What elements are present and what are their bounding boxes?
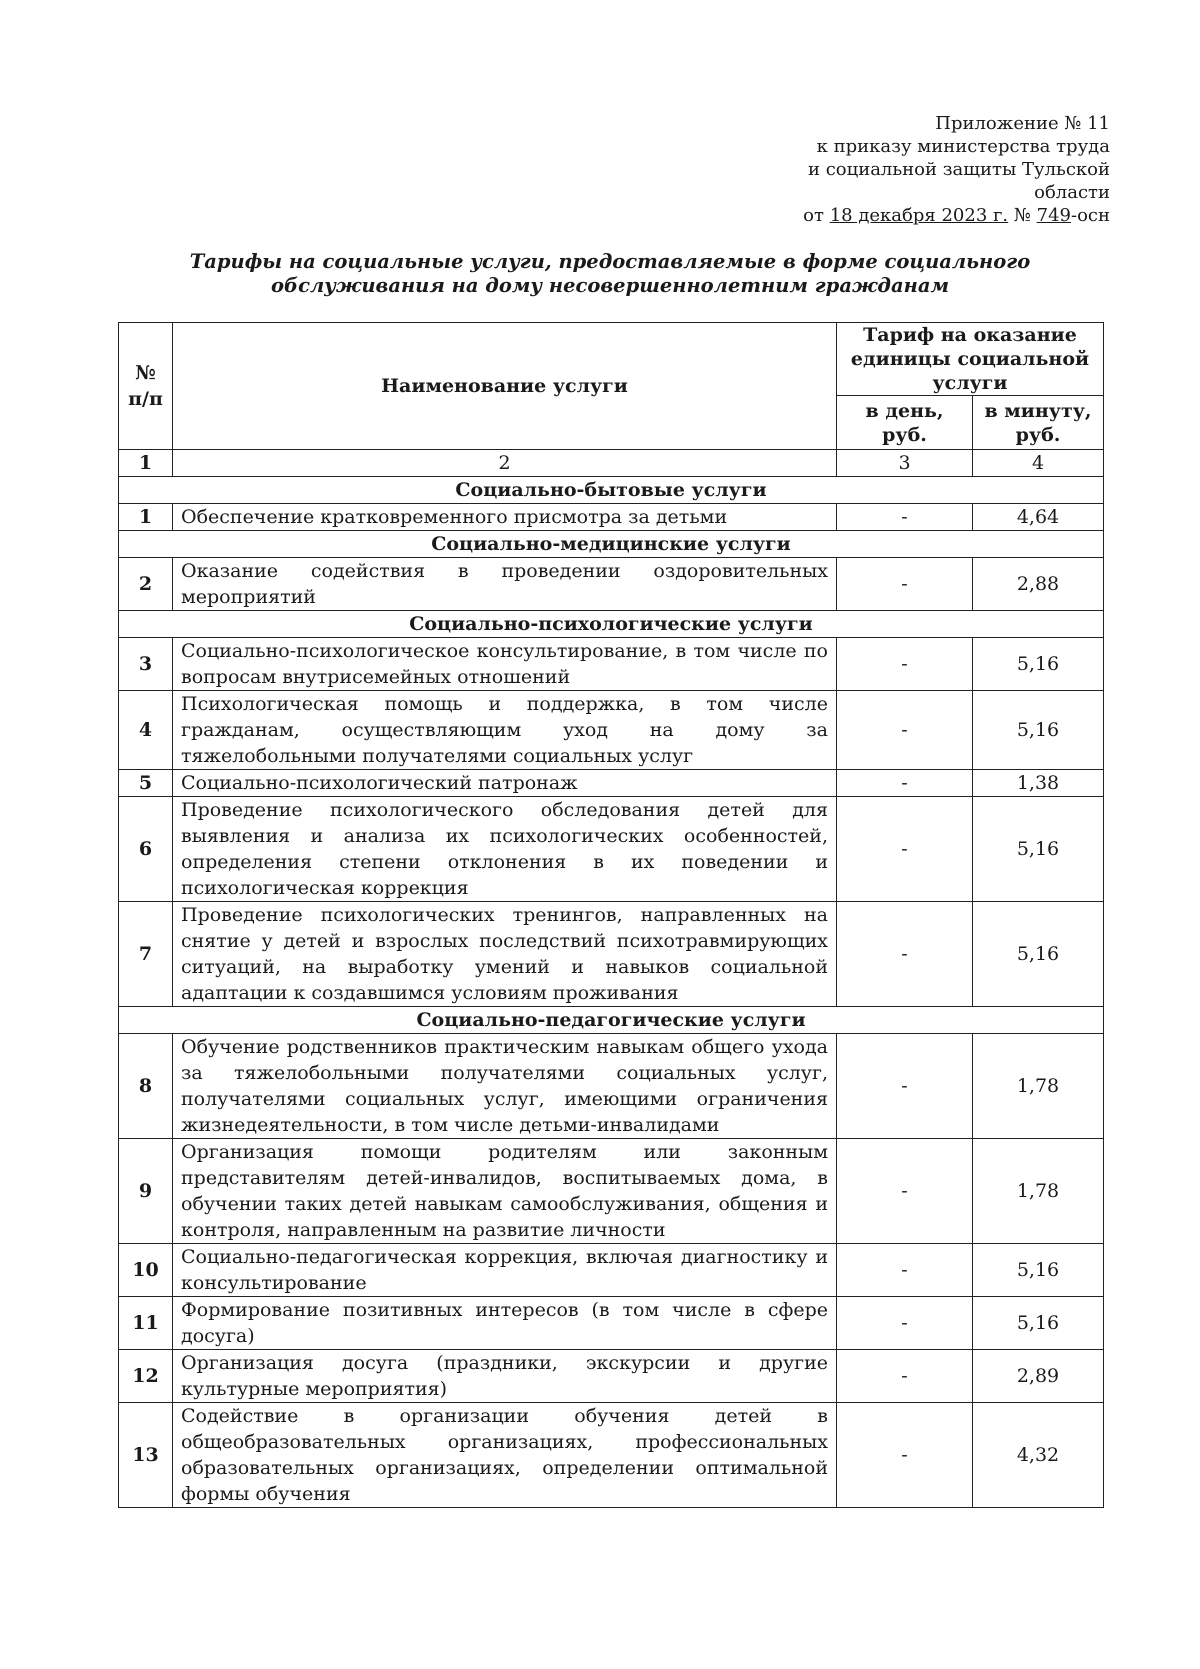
order-date: 18 декабря 2023 г. bbox=[829, 205, 1009, 226]
tariff-per-minute: 5,16 bbox=[973, 797, 1104, 902]
service-name: Психологическая помощь и поддержка, в том числе гражданам, осуществляющим уход на дому за тяжелобольными получателями социальных услуг bbox=[173, 691, 837, 770]
section-title: Социально-бытовые услуги bbox=[119, 477, 1104, 504]
header-tariff: Тариф на оказание единицы социальной услуги bbox=[837, 323, 1104, 396]
table-row bbox=[119, 558, 1104, 611]
service-name: Проведение психологического обследования детей для выявления и анализа их психологических особенностей, определения степени отклонения в их поведении и психологическая коррекция bbox=[173, 797, 837, 902]
tariff-per-day: - bbox=[837, 638, 973, 691]
table-row bbox=[119, 1297, 1104, 1350]
table-row bbox=[119, 770, 1104, 797]
tariff-per-day: - bbox=[837, 1034, 973, 1139]
section-row bbox=[119, 1007, 1104, 1034]
appendix-line: Приложение № 11 bbox=[935, 113, 1110, 134]
section-title: Социально-психологические услуги bbox=[119, 611, 1104, 638]
service-name: Проведение психологических тренингов, направленных на снятие у детей и взрослых последствий психотравмирующих ситуаций, на выработку умений и навыков социальной адаптации к создавшимся условиям проживания bbox=[173, 902, 837, 1007]
tariff-per-day: - bbox=[837, 1403, 973, 1508]
service-name: Оказание содействия в проведении оздоровительных мероприятий bbox=[173, 558, 837, 611]
header-per-day: в день, руб. bbox=[837, 396, 973, 450]
tariff-per-day: - bbox=[837, 691, 973, 770]
row-number: 10 bbox=[119, 1244, 173, 1297]
column-numbers-row bbox=[119, 450, 1104, 477]
section-row bbox=[119, 611, 1104, 638]
appendix-line: и социальной защиты Тульской bbox=[807, 159, 1110, 180]
tariff-per-day: - bbox=[837, 1297, 973, 1350]
row-number: 8 bbox=[119, 1034, 173, 1139]
table-row bbox=[119, 1244, 1104, 1297]
section-row bbox=[119, 531, 1104, 558]
appendix-line: к приказу министерства труда bbox=[816, 136, 1110, 157]
tariff-per-day: - bbox=[837, 1139, 973, 1244]
row-number: 9 bbox=[119, 1139, 173, 1244]
tariff-per-minute: 5,16 bbox=[973, 1297, 1104, 1350]
column-number: 4 bbox=[973, 450, 1104, 477]
row-number: 11 bbox=[119, 1297, 173, 1350]
tariff-per-day: - bbox=[837, 797, 973, 902]
table-row bbox=[119, 1139, 1104, 1244]
section-title: Социально-педагогические услуги bbox=[119, 1007, 1104, 1034]
header-name: Наименование услуги bbox=[173, 323, 837, 450]
tariff-per-minute: 1,78 bbox=[973, 1139, 1104, 1244]
service-name: Организация помощи родителям или законным представителям детей-инвалидов, воспитываемых дома, в обучении таких детей навыкам самообслуживания, общения и контроля, направленным на развитие личности bbox=[173, 1139, 837, 1244]
row-number: 6 bbox=[119, 797, 173, 902]
tariff-per-minute: 5,16 bbox=[973, 638, 1104, 691]
tariff-per-minute: 4,32 bbox=[973, 1403, 1104, 1508]
appendix-order-date bbox=[803, 204, 1110, 227]
tariff-per-minute: 1,38 bbox=[973, 770, 1104, 797]
row-number: 5 bbox=[119, 770, 173, 797]
table-row bbox=[119, 1034, 1104, 1139]
table-row bbox=[119, 504, 1104, 531]
date-prefix: от bbox=[803, 205, 830, 226]
row-number: 7 bbox=[119, 902, 173, 1007]
column-number: 3 bbox=[837, 450, 973, 477]
tariff-per-minute: 5,16 bbox=[973, 902, 1104, 1007]
service-name: Обеспечение кратковременного присмотра за детьми bbox=[173, 504, 837, 531]
service-name: Социально-психологическое консультирование, в том числе по вопросам внутрисемейных отношений bbox=[173, 638, 837, 691]
column-number: 2 bbox=[173, 450, 837, 477]
appendix-block bbox=[803, 112, 1110, 227]
number-suffix: -осн bbox=[1071, 205, 1110, 226]
order-number: 749 bbox=[1036, 205, 1071, 226]
row-number: 1 bbox=[119, 504, 173, 531]
service-name: Социально-психологический патронаж bbox=[173, 770, 837, 797]
tariff-per-day: - bbox=[837, 558, 973, 611]
tariff-per-minute: 2,89 bbox=[973, 1350, 1104, 1403]
service-name: Формирование позитивных интересов (в том числе в сфере досуга) bbox=[173, 1297, 837, 1350]
number-prefix: № bbox=[1008, 205, 1037, 226]
service-name: Организация досуга (праздники, экскурсии и другие культурные мероприятия) bbox=[173, 1350, 837, 1403]
row-number: 12 bbox=[119, 1350, 173, 1403]
appendix-line: области bbox=[1034, 182, 1110, 203]
tariff-per-day: - bbox=[837, 1244, 973, 1297]
tariff-per-day: - bbox=[837, 504, 973, 531]
section-title: Социально-медицинские услуги bbox=[119, 531, 1104, 558]
tariff-per-day: - bbox=[837, 902, 973, 1007]
service-name: Обучение родственников практическим навыкам общего ухода за тяжелобольными получателями социальных услуг, получателями социальных услуг, имеющими ограничения жизнедеятельности, в том числе детьми-инвалидами bbox=[173, 1034, 837, 1139]
header-num: № п/п bbox=[119, 323, 173, 450]
table-row bbox=[119, 638, 1104, 691]
document-title: Тарифы на социальные услуги, предоставляемые в форме социального обслуживания на дому несовершеннолетним гражданам bbox=[189, 250, 1031, 297]
column-number: 1 bbox=[119, 450, 173, 477]
tariff-per-minute: 4,64 bbox=[973, 504, 1104, 531]
tariff-per-minute: 5,16 bbox=[973, 691, 1104, 770]
table-row bbox=[119, 691, 1104, 770]
tariff-per-day: - bbox=[837, 770, 973, 797]
table-row bbox=[119, 1403, 1104, 1508]
table-row bbox=[119, 1350, 1104, 1403]
tariffs-table bbox=[118, 322, 1104, 1508]
tariff-per-minute: 5,16 bbox=[973, 1244, 1104, 1297]
tariff-per-minute: 2,88 bbox=[973, 558, 1104, 611]
table-row bbox=[119, 902, 1104, 1007]
tariffs-body bbox=[119, 450, 1104, 1508]
service-name: Социально-педагогическая коррекция, включая диагностику и консультирование bbox=[173, 1244, 837, 1297]
section-row bbox=[119, 477, 1104, 504]
tariff-per-minute: 1,78 bbox=[973, 1034, 1104, 1139]
row-number: 13 bbox=[119, 1403, 173, 1508]
row-number: 3 bbox=[119, 638, 173, 691]
row-number: 4 bbox=[119, 691, 173, 770]
row-number: 2 bbox=[119, 558, 173, 611]
tariff-per-day: - bbox=[837, 1350, 973, 1403]
service-name: Содействие в организации обучения детей в общеобразовательных организациях, профессиональных образовательных организациях, определении оптимальной формы обучения bbox=[173, 1403, 837, 1508]
table-row bbox=[119, 797, 1104, 902]
header-per-minute: в минуту, руб. bbox=[973, 396, 1104, 450]
